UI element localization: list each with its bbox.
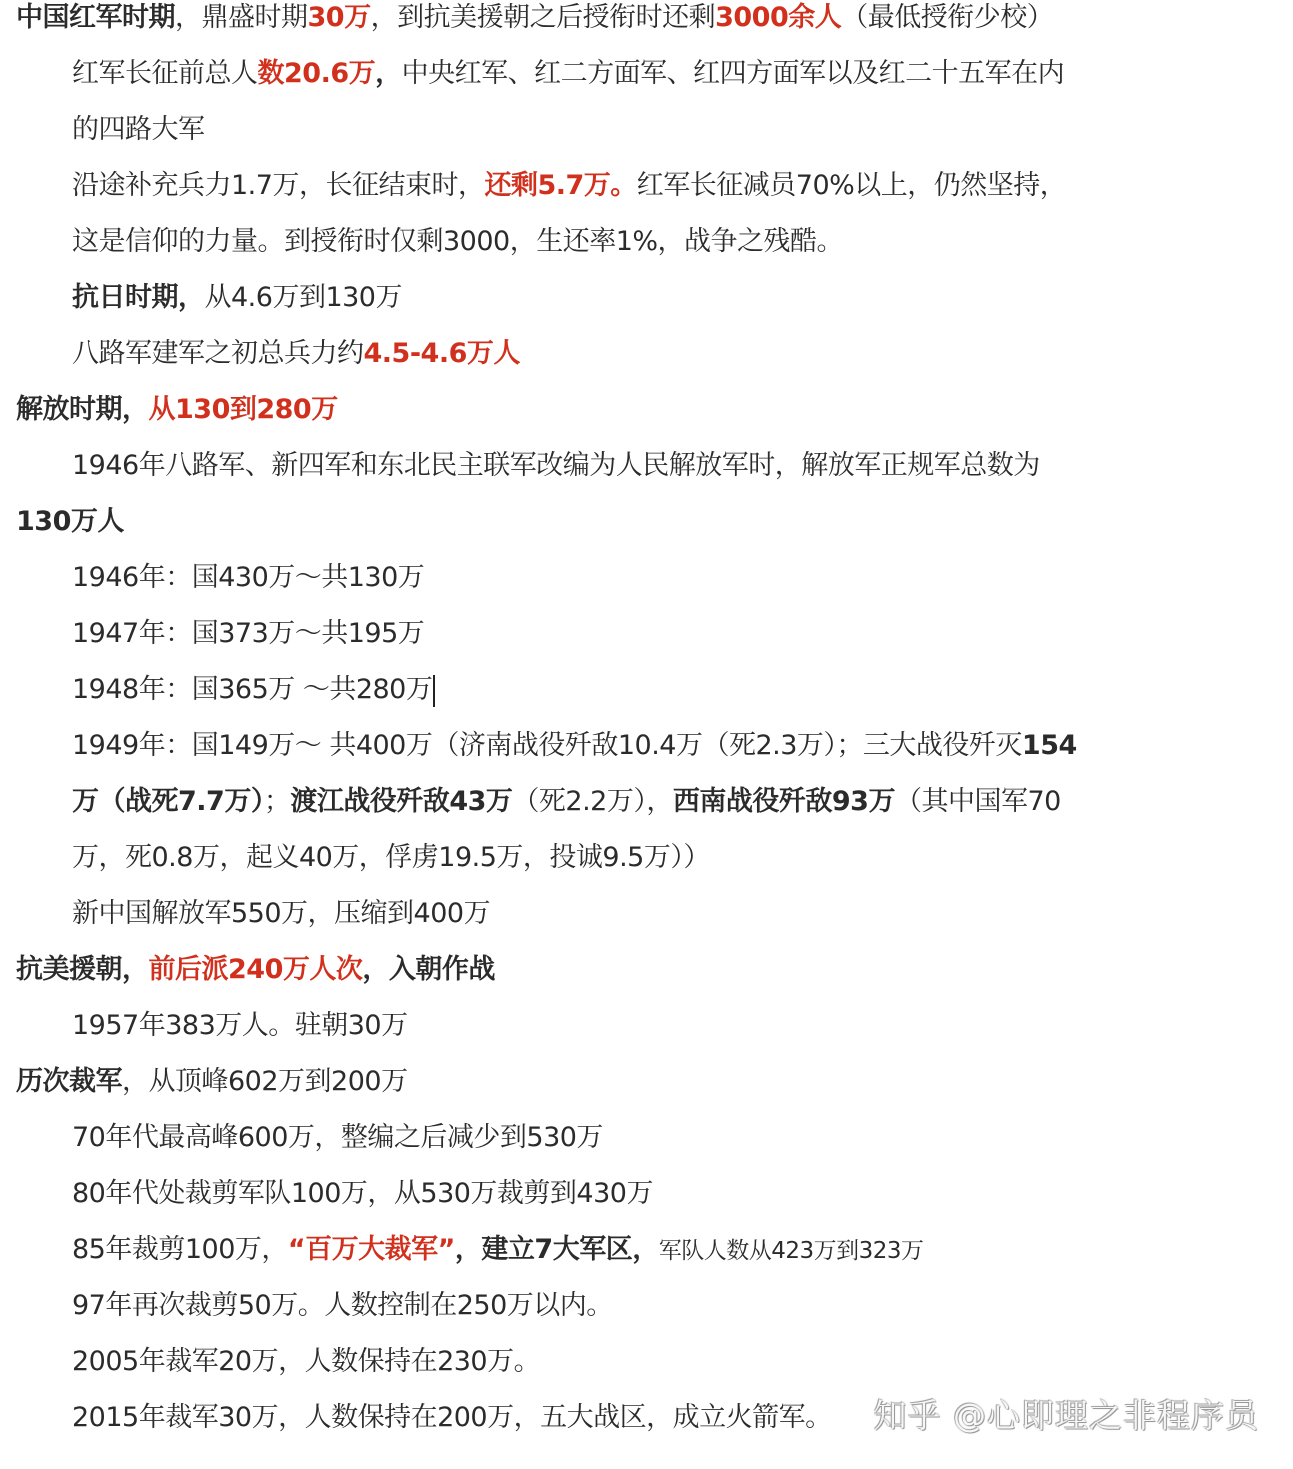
text-segment: 1947年：国373万～共195万 <box>72 618 425 649</box>
text-line <box>72 662 1282 718</box>
text-line <box>72 1222 1282 1278</box>
text-segment: 97年再次裁剪50万。人数控制在250万以内。 <box>72 1290 613 1321</box>
text-line <box>72 46 1282 102</box>
text-segment: 2005年裁军20万，人数保持在230万。 <box>72 1346 541 1377</box>
text-segment: （其中国军70 <box>894 786 1061 817</box>
text-line <box>72 214 1282 270</box>
text-segment: 130万人 <box>16 506 124 537</box>
text-segment: （最低授衔少校） <box>841 2 1054 33</box>
text-segment: ，从顶峰602万到200万 <box>122 1066 408 1097</box>
zhihu-watermark: 知乎 @心即理之非程序员 <box>873 1396 1259 1435</box>
text-segment: 2015年裁军30万，人数保持在200万，五大战区，成立火箭军。 <box>72 1402 832 1433</box>
text-segment: ，到抗美援朝之后授衔时还剩 <box>370 2 716 33</box>
text-segment: 80年代处裁剪军队100万，从530万裁剪到430万 <box>72 1178 653 1209</box>
text-segment: 沿途补充兵力1.7万，长征结束时， <box>72 170 485 201</box>
text-segment: 1948年：国365万 ～共280万 <box>72 674 433 705</box>
text-segment: 八路军建军之初总兵力约 <box>72 338 364 369</box>
text-segment: ，建立7大军区， <box>454 1234 659 1265</box>
text-line <box>16 382 1278 438</box>
text-segment: 1946年：国430万～共130万 <box>72 562 425 593</box>
text-line <box>72 102 1282 158</box>
text-segment: 3000余人 <box>715 2 842 33</box>
text-segment: 从4.6万到130万 <box>204 282 402 313</box>
text-line <box>72 1278 1282 1334</box>
text-segment: ，入朝作战 <box>362 954 495 985</box>
text-segment: ，鼎盛时期 <box>175 2 308 33</box>
text-segment: 85年裁剪100万， <box>72 1234 288 1265</box>
text-segment: 中央红军、红二方面军、红四方面军以及红二十五军在内 <box>401 58 1065 89</box>
text-line <box>72 158 1282 214</box>
text-segment: 抗美援朝， <box>16 954 149 985</box>
text-segment: 军队人数从423万到323万 <box>658 1238 924 1264</box>
text-cursor <box>433 675 435 707</box>
text-segment: 前后派240万人次 <box>148 954 363 985</box>
text-line <box>16 942 1278 998</box>
text-line <box>16 494 1278 550</box>
text-line <box>72 1166 1282 1222</box>
text-segment: 红军长征前总人 <box>72 58 258 89</box>
text-line <box>16 0 1278 46</box>
text-segment: 中国红军时期 <box>16 2 175 33</box>
text-segment: 渡江战役歼敌43万 <box>290 786 513 817</box>
text-segment: 万，死0.8万，起义40万，俘虏19.5万，投诚9.5万）） <box>72 842 710 873</box>
text-line <box>72 606 1282 662</box>
text-segment: 30万 <box>307 2 371 33</box>
text-segment: “百万大裁军” <box>287 1234 455 1265</box>
text-segment: 西南战役歼敌93万 <box>672 786 895 817</box>
text-line <box>72 718 1282 774</box>
text-segment: 还剩5.7万。 <box>484 170 637 201</box>
text-segment: 1946年八路军、新四军和东北民主联军改编为人民解放军时，解放军正规军总数为 <box>72 450 1040 481</box>
text-segment: 万（战死7.7万） <box>72 786 264 817</box>
text-segment: 新中国解放军550万，压缩到400万 <box>72 898 491 929</box>
text-line <box>72 326 1282 382</box>
text-line <box>72 886 1282 942</box>
text-segment: 历次裁军 <box>16 1066 122 1097</box>
text-segment: 1949年：国149万～ 共400万（济南战役歼敌10.4万（死2.3万）；三大战役歼灭 <box>72 730 1022 761</box>
text-segment: ， <box>375 58 402 89</box>
text-segment: 红军长征减员70%以上，仍然坚持， <box>636 170 1067 201</box>
text-line <box>72 270 1282 326</box>
text-line <box>16 1054 1278 1110</box>
text-line <box>72 998 1282 1054</box>
text-line <box>72 1334 1282 1390</box>
text-segment: 4.5-4.6万人 <box>363 338 520 369</box>
text-line <box>72 1110 1282 1166</box>
text-segment: 解放时期， <box>16 394 149 425</box>
text-line <box>72 438 1282 494</box>
text-segment: 70年代最高峰600万，整编之后减少到530万 <box>72 1122 603 1153</box>
text-segment: 数20.6万 <box>257 58 376 89</box>
text-line <box>72 550 1282 606</box>
text-segment: 从130到280万 <box>148 394 338 425</box>
text-segment: 1957年383万人。驻朝30万 <box>72 1010 408 1041</box>
text-segment: 154 <box>1021 730 1077 761</box>
text-segment: ； <box>263 786 291 817</box>
text-segment: 的四路大军 <box>72 114 205 145</box>
text-segment: 抗日时期， <box>72 282 205 313</box>
text-segment: （死2.2万）， <box>512 786 673 817</box>
text-segment: 这是信仰的力量。到授衔时仅剩3000，生还率1%，战争之残酷。 <box>72 226 844 257</box>
text-line <box>72 774 1282 830</box>
text-line <box>72 830 1282 886</box>
